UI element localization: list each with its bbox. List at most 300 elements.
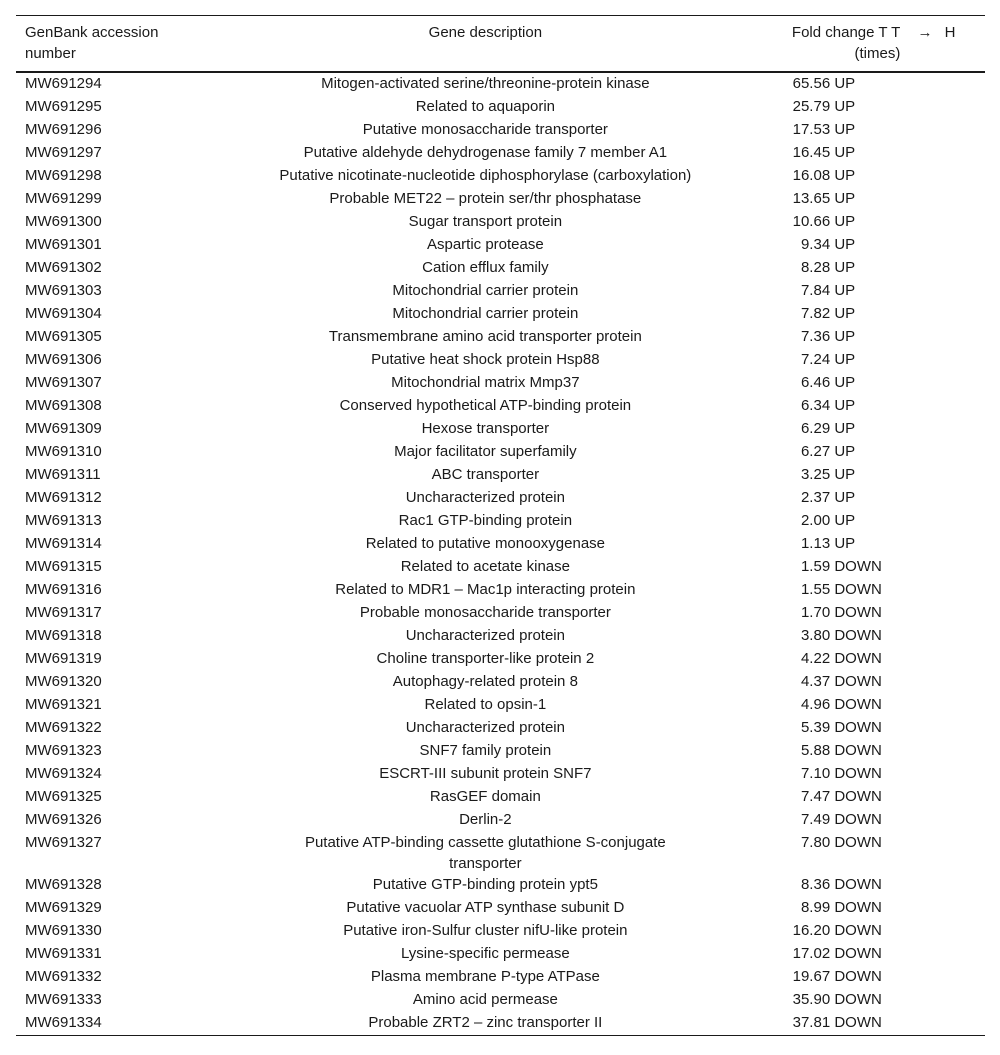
h-cell	[945, 943, 985, 966]
fold-change-cell	[766, 694, 905, 717]
h-cell	[945, 694, 985, 717]
description-text: Putative nicotinate-nucleotide diphosphorylase (carboxylation)	[279, 167, 692, 184]
h-cell	[945, 188, 985, 211]
accession-cell: MW691311	[25, 466, 101, 483]
fold-change-cell	[766, 809, 905, 832]
description-text: ABC transporter	[431, 466, 540, 483]
description-cell	[205, 257, 767, 280]
h-cell	[945, 625, 985, 648]
description-text: Mitogen-activated serine/threonine-protein kinase	[321, 75, 650, 92]
fold-change-value	[766, 694, 882, 715]
arrow-cell	[905, 234, 944, 257]
table-row	[16, 487, 985, 510]
description-cell	[205, 326, 767, 349]
fold-change-value	[766, 487, 855, 508]
fold-change-direction: UP	[834, 167, 856, 184]
description-cell	[205, 874, 767, 897]
fold-change-number: 7.47	[800, 788, 831, 805]
fold-change-cell	[766, 579, 905, 602]
description-cell	[205, 694, 767, 717]
accession-cell: MW691314	[25, 535, 102, 552]
arrow-cell	[905, 740, 944, 763]
table-row	[16, 257, 985, 280]
fold-change-cell	[766, 533, 905, 556]
description-text: Conserved hypothetical ATP-binding protein	[339, 397, 632, 414]
fold-change-number: 7.84	[800, 282, 831, 299]
accession-cell: MW691322	[25, 719, 102, 736]
description-cell	[205, 832, 767, 874]
arrow-cell	[905, 165, 944, 188]
fold-change-direction: UP	[834, 98, 856, 115]
fold-change-number: 1.70	[800, 604, 831, 621]
fold-change-value	[766, 740, 882, 761]
table-row	[16, 694, 985, 717]
description-cell	[205, 920, 767, 943]
table-row	[16, 96, 985, 119]
h-cell	[945, 832, 985, 874]
fold-change-direction: DOWN	[834, 581, 882, 598]
fold-change-number: 5.88	[800, 742, 831, 759]
arrow-cell	[905, 326, 944, 349]
description-text: Mitochondrial carrier protein	[392, 282, 579, 299]
fold-change-direction: UP	[834, 259, 856, 276]
h-cell	[945, 326, 985, 349]
description-cell	[205, 740, 767, 763]
arrow-cell	[905, 832, 944, 874]
arrow-cell	[905, 648, 944, 671]
table-row	[16, 280, 985, 303]
fold-change-direction: UP	[834, 351, 856, 368]
fold-change-number: 8.28	[800, 259, 831, 276]
fold-change-value	[766, 142, 855, 163]
fold-change-cell	[766, 556, 905, 579]
fold-change-direction: UP	[834, 190, 856, 207]
description-cell	[205, 897, 767, 920]
arrow-cell	[905, 372, 944, 395]
arrow-cell	[905, 441, 944, 464]
description-text: Lysine-specific permease	[401, 945, 570, 962]
description-cell	[205, 211, 767, 234]
table-header	[16, 16, 985, 73]
fold-change-number: 16.08	[792, 167, 831, 184]
h-cell	[945, 556, 985, 579]
description-cell	[205, 602, 767, 625]
h-cell	[945, 717, 985, 740]
accession-cell: MW691329	[25, 899, 102, 916]
accession-cell: MW691334	[25, 1014, 102, 1031]
description-text: Choline transporter-like protein 2	[376, 650, 595, 667]
arrow-cell	[905, 763, 944, 786]
h-cell	[945, 119, 985, 142]
header-accession-line2: number	[25, 45, 76, 62]
table-row	[16, 832, 985, 874]
accession-cell: MW691324	[25, 765, 102, 782]
accession-cell: MW691303	[25, 282, 102, 299]
table-row	[16, 671, 985, 694]
fold-change-cell	[766, 920, 905, 943]
description-cell	[205, 418, 767, 441]
h-cell	[945, 395, 985, 418]
fold-change-value	[766, 96, 855, 117]
fold-change-value	[766, 602, 882, 623]
table-row	[16, 533, 985, 556]
fold-change-value	[766, 648, 882, 669]
fold-change-direction: UP	[834, 282, 856, 299]
description-cell	[205, 763, 767, 786]
table-row	[16, 579, 985, 602]
fold-change-value	[766, 188, 855, 209]
h-cell	[945, 579, 985, 602]
arrow-cell	[905, 579, 944, 602]
fold-change-number: 16.20	[792, 922, 831, 939]
description-cell	[205, 556, 767, 579]
arrow-cell	[905, 920, 944, 943]
accession-cell: MW691295	[25, 98, 102, 115]
table-row	[16, 418, 985, 441]
fold-change-number: 4.37	[800, 673, 831, 690]
description-text: Plasma membrane P-type ATPase	[370, 968, 600, 985]
description-cell	[205, 809, 767, 832]
table-row	[16, 874, 985, 897]
description-cell	[205, 372, 767, 395]
description-cell	[205, 671, 767, 694]
fold-change-number: 17.02	[792, 945, 831, 962]
fold-change-number: 35.90	[792, 991, 831, 1008]
description-text: Major facilitator superfamily	[394, 443, 577, 460]
description-cell	[205, 510, 767, 533]
fold-change-cell	[766, 897, 905, 920]
fold-change-cell	[766, 257, 905, 280]
fold-change-cell	[766, 989, 905, 1012]
fold-change-number: 3.25	[800, 466, 831, 483]
fold-change-cell	[766, 510, 905, 533]
fold-change-number: 2.37	[800, 489, 831, 506]
fold-change-value	[766, 897, 882, 918]
fold-change-cell	[766, 395, 905, 418]
header-h: H	[944, 24, 956, 41]
accession-cell: MW691299	[25, 190, 102, 207]
h-cell	[945, 372, 985, 395]
fold-change-value	[766, 234, 855, 255]
fold-change-number: 13.65	[792, 190, 831, 207]
accession-cell: MW691313	[25, 512, 102, 529]
fold-change-direction: UP	[834, 305, 856, 322]
description-text: Probable MET22 – protein ser/thr phosphatase	[329, 190, 642, 207]
table-row	[16, 763, 985, 786]
fold-change-number: 7.49	[800, 811, 831, 828]
description-cell	[205, 280, 767, 303]
table-row	[16, 602, 985, 625]
fold-change-direction: DOWN	[834, 765, 882, 782]
h-cell	[945, 671, 985, 694]
fold-change-value	[766, 119, 855, 140]
fold-change-direction: DOWN	[834, 719, 882, 736]
fold-change-direction: DOWN	[834, 650, 882, 667]
description-cell	[205, 648, 767, 671]
description-text: Sugar transport protein	[408, 213, 563, 230]
arrow-cell	[905, 874, 944, 897]
h-cell	[945, 920, 985, 943]
accession-cell: MW691323	[25, 742, 102, 759]
description-text: Putative iron-Sulfur cluster nifU-like protein	[343, 922, 628, 939]
arrow-cell	[905, 602, 944, 625]
arrow-cell	[905, 897, 944, 920]
table-body	[16, 72, 985, 1036]
table-row	[16, 188, 985, 211]
fold-change-direction: UP	[834, 535, 856, 552]
fold-change-direction: UP	[834, 466, 856, 483]
fold-change-direction: UP	[834, 236, 856, 253]
fold-change-number: 65.56	[792, 75, 831, 92]
fold-change-cell	[766, 96, 905, 119]
header-arrow: →	[917, 24, 933, 41]
h-cell	[945, 487, 985, 510]
fold-change-direction: UP	[834, 512, 856, 529]
h-cell	[945, 257, 985, 280]
fold-change-number: 1.59	[800, 558, 831, 575]
fold-change-value	[766, 464, 855, 485]
description-text: Putative monosaccharide transporter	[362, 121, 608, 138]
description-text: Putative aldehyde dehydrogenase family 7 member A1	[303, 144, 668, 161]
description-text: SNF7 family protein	[419, 742, 552, 759]
accession-cell: MW691328	[25, 876, 102, 893]
table-row	[16, 211, 985, 234]
arrow-cell	[905, 533, 944, 556]
fold-change-direction: UP	[834, 397, 856, 414]
fold-change-direction: DOWN	[834, 558, 882, 575]
h-cell	[945, 740, 985, 763]
table-row	[16, 165, 985, 188]
description-text: Putative ATP-binding cassette glutathione S-conjugate transporter	[304, 834, 666, 872]
fold-change-value	[766, 257, 855, 278]
arrow-cell	[905, 119, 944, 142]
h-cell	[945, 280, 985, 303]
fold-change-value	[766, 441, 855, 462]
description-text: Related to aquaporin	[415, 98, 555, 115]
description-cell	[205, 441, 767, 464]
arrow-cell	[905, 395, 944, 418]
fold-change-direction: DOWN	[834, 673, 882, 690]
fold-change-direction: DOWN	[834, 899, 882, 916]
accession-cell: MW691333	[25, 991, 102, 1008]
description-cell	[205, 303, 767, 326]
fold-change-direction: DOWN	[834, 991, 882, 1008]
gene-table-container	[16, 15, 985, 1036]
description-cell	[205, 96, 767, 119]
h-cell	[945, 165, 985, 188]
description-text: Mitochondrial carrier protein	[392, 305, 579, 322]
fold-change-value	[766, 211, 855, 232]
description-text: Amino acid permease	[412, 991, 558, 1008]
h-cell	[945, 211, 985, 234]
description-cell	[205, 234, 767, 257]
arrow-cell	[905, 464, 944, 487]
arrow-cell	[905, 809, 944, 832]
fold-change-direction: DOWN	[834, 968, 882, 985]
description-text: Autophagy-related protein 8	[392, 673, 578, 690]
h-cell	[945, 464, 985, 487]
fold-change-value	[766, 280, 855, 301]
accession-cell: MW691320	[25, 673, 102, 690]
description-text: ESCRT-III subunit protein SNF7	[379, 765, 592, 782]
description-text: Uncharacterized protein	[405, 627, 565, 644]
fold-change-cell	[766, 487, 905, 510]
accession-cell: MW691332	[25, 968, 102, 985]
fold-change-cell	[766, 119, 905, 142]
h-cell	[945, 648, 985, 671]
header-accession	[16, 16, 205, 73]
description-text: Uncharacterized protein	[405, 489, 565, 506]
fold-change-value	[766, 832, 882, 853]
arrow-cell	[905, 966, 944, 989]
table-row	[16, 349, 985, 372]
accession-cell: MW691318	[25, 627, 102, 644]
description-cell	[205, 943, 767, 966]
header-row	[16, 16, 985, 73]
arrow-cell	[905, 257, 944, 280]
description-text: Related to opsin-1	[424, 696, 547, 713]
fold-change-number: 10.66	[792, 213, 831, 230]
fold-change-cell	[766, 943, 905, 966]
fold-change-value	[766, 989, 882, 1010]
table-row	[16, 920, 985, 943]
description-cell	[205, 1012, 767, 1036]
accession-cell: MW691305	[25, 328, 102, 345]
accession-cell: MW691310	[25, 443, 102, 460]
arrow-cell	[905, 349, 944, 372]
description-text: Cation efflux family	[422, 259, 549, 276]
fold-change-value	[766, 73, 855, 94]
arrow-cell	[905, 303, 944, 326]
fold-change-cell	[766, 874, 905, 897]
fold-change-value	[766, 763, 882, 784]
fold-change-cell	[766, 211, 905, 234]
description-cell	[205, 165, 767, 188]
description-cell	[205, 349, 767, 372]
accession-cell: MW691331	[25, 945, 102, 962]
fold-change-value	[766, 556, 882, 577]
accession-cell: MW691298	[25, 167, 102, 184]
fold-change-direction: DOWN	[834, 788, 882, 805]
fold-change-direction: DOWN	[834, 604, 882, 621]
table-row	[16, 786, 985, 809]
table-row	[16, 966, 985, 989]
arrow-cell	[905, 989, 944, 1012]
table-row	[16, 510, 985, 533]
table-row	[16, 326, 985, 349]
header-accession-line1: GenBank accession	[25, 24, 159, 41]
description-cell	[205, 487, 767, 510]
fold-change-cell	[766, 72, 905, 96]
description-cell	[205, 966, 767, 989]
fold-change-direction: UP	[834, 489, 856, 506]
accession-cell: MW691296	[25, 121, 102, 138]
accession-cell: MW691321	[25, 696, 102, 713]
table-row	[16, 303, 985, 326]
table-row	[16, 372, 985, 395]
fold-change-number: 7.10	[800, 765, 831, 782]
h-cell	[945, 96, 985, 119]
description-cell	[205, 72, 767, 96]
h-cell	[945, 602, 985, 625]
arrow-cell	[905, 717, 944, 740]
fold-change-number: 6.27	[800, 443, 831, 460]
fold-change-number: 7.82	[800, 305, 831, 322]
fold-change-value	[766, 165, 855, 186]
fold-change-value	[766, 349, 855, 370]
fold-change-number: 6.29	[800, 420, 831, 437]
table-row	[16, 989, 985, 1012]
table-row	[16, 717, 985, 740]
description-text: Probable ZRT2 – zinc transporter II	[368, 1014, 603, 1031]
description-cell	[205, 786, 767, 809]
fold-change-cell	[766, 602, 905, 625]
accession-cell: MW691300	[25, 213, 102, 230]
fold-change-number: 25.79	[792, 98, 831, 115]
fold-change-direction: UP	[834, 75, 856, 92]
fold-change-direction: DOWN	[834, 1014, 882, 1031]
description-cell	[205, 717, 767, 740]
accession-cell: MW691325	[25, 788, 102, 805]
h-cell	[945, 441, 985, 464]
arrow-cell	[905, 786, 944, 809]
description-text: Putative heat shock protein Hsp88	[371, 351, 600, 368]
h-cell	[945, 418, 985, 441]
description-cell	[205, 395, 767, 418]
fold-change-value	[766, 671, 882, 692]
fold-change-cell	[766, 234, 905, 257]
fold-change-number: 2.00	[800, 512, 831, 529]
description-cell	[205, 188, 767, 211]
fold-change-cell	[766, 625, 905, 648]
h-cell	[945, 763, 985, 786]
fold-change-direction: DOWN	[834, 834, 882, 851]
header-fold-line2: (times)	[854, 45, 901, 62]
fold-change-value	[766, 579, 882, 600]
table-row	[16, 897, 985, 920]
fold-change-number: 19.67	[792, 968, 831, 985]
fold-change-number: 1.55	[800, 581, 831, 598]
description-text: Aspartic protease	[426, 236, 544, 253]
table-row	[16, 72, 985, 96]
fold-change-number: 3.80	[800, 627, 831, 644]
fold-change-direction: DOWN	[834, 945, 882, 962]
fold-change-cell	[766, 786, 905, 809]
fold-change-value	[766, 326, 855, 347]
fold-change-direction: UP	[834, 144, 856, 161]
table-row	[16, 625, 985, 648]
accession-cell: MW691304	[25, 305, 102, 322]
accession-cell: MW691316	[25, 581, 102, 598]
accession-cell: MW691308	[25, 397, 102, 414]
fold-change-direction: DOWN	[834, 742, 882, 759]
fold-change-number: 7.36	[800, 328, 831, 345]
description-text: Putative GTP-binding protein ypt5	[372, 876, 598, 893]
fold-change-direction: UP	[834, 328, 856, 345]
description-text: Related to putative monooxygenase	[365, 535, 606, 552]
h-cell	[945, 966, 985, 989]
fold-change-direction: UP	[834, 420, 856, 437]
fold-change-value	[766, 809, 882, 830]
table-row	[16, 809, 985, 832]
fold-change-direction: UP	[834, 374, 856, 391]
fold-change-value	[766, 966, 882, 987]
arrow-cell	[905, 487, 944, 510]
fold-change-number: 4.96	[800, 696, 831, 713]
header-fold-line1: Fold change T T	[791, 24, 901, 41]
fold-change-direction: DOWN	[834, 811, 882, 828]
accession-cell: MW691302	[25, 259, 102, 276]
